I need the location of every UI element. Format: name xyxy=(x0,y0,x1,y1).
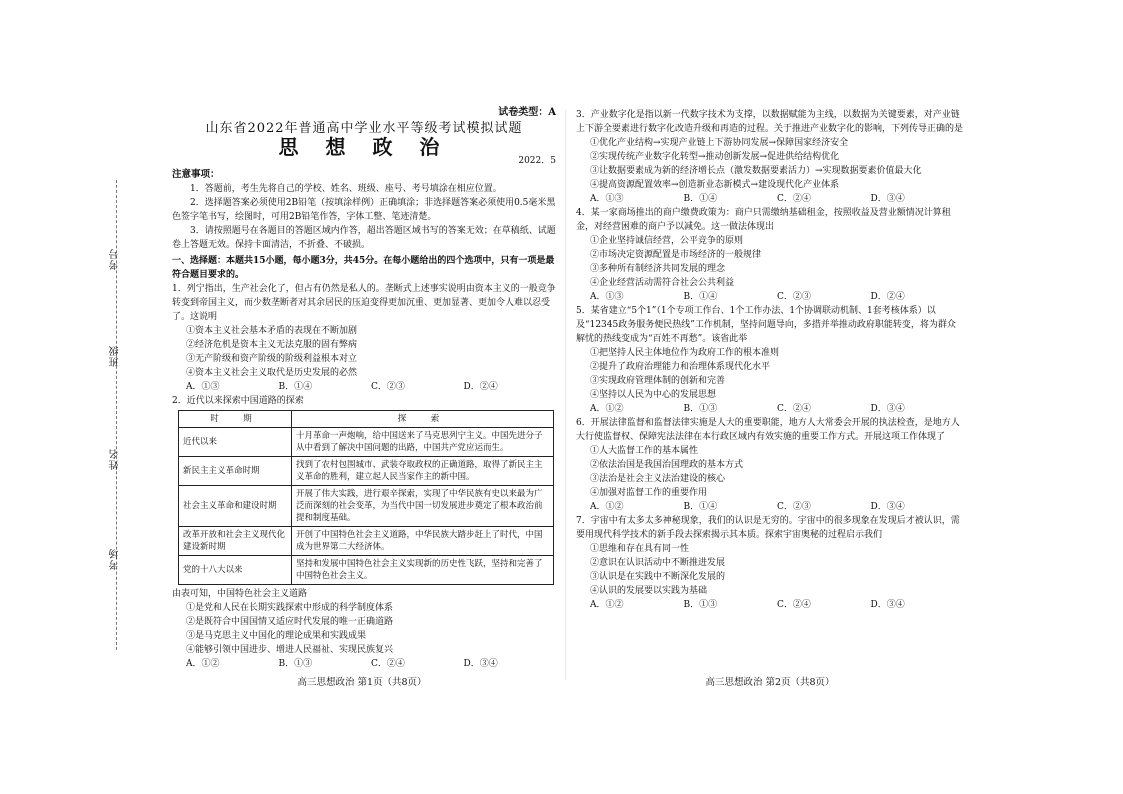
answer-choices xyxy=(590,402,964,416)
question-option: ②是既符合中国国情又适应时代发展的唯一正确道路 xyxy=(186,617,394,627)
choice-d: D．③④ xyxy=(463,659,498,669)
table-cell: 开展了伟大实践，进行艰辛探索，实现了中华民族有史以来最为广泛而深刻的社会变革，为当代中国一切发展进步奠定了根本政治前提和制度基础。 xyxy=(292,486,554,527)
table-row xyxy=(179,428,554,457)
question-block xyxy=(576,416,964,514)
answer-choices xyxy=(590,500,964,514)
question-option: ③法治是社会主义法治建设的核心 xyxy=(590,474,726,484)
question-option: ④企业经营活动需符合社会公共利益 xyxy=(590,278,735,288)
choice-c: C．②④ xyxy=(777,600,811,610)
notes-heading: 注意事项： xyxy=(172,169,220,180)
table-header: 探 索 xyxy=(292,411,554,428)
table-cell: 坚持和发展中国特色社会主义实现新的历史性飞跃，坚持和完善了中国特色社会主义。 xyxy=(292,556,554,585)
question-option: ①人大监督工作的基本属性 xyxy=(590,446,699,456)
question-stem: 6．开展法律监督和监督法律实施是人大的重要职能，地方人大常委会开展的执法检查，是地方人大行使监督权、保障宪法法律在本行政区域内有效实施的重要工作方式。开展这项工作体现了 xyxy=(576,418,960,442)
table-row xyxy=(179,556,554,585)
question-option: ③无产阶级和资产阶级的阶级利益根本对立 xyxy=(186,354,358,364)
choice-b: B．①④ xyxy=(683,194,718,204)
note-item: 2．选择题答案必须使用2B铅笔（按填涂样例）正确填涂；非选择题答案必须使用0.5毫米黑色签字笔书写，绘图时，可用2B铅笔作答，字体工整、笔迹清楚。 xyxy=(172,198,556,222)
question-option: ①企业坚持诚信经营，公平竞争的原则 xyxy=(590,236,744,246)
choice-b: B．①③ xyxy=(683,600,718,610)
choice-b: B．①④ xyxy=(683,502,718,512)
question-option: ①是党和人民在长期实践探索中形成的科学制度体系 xyxy=(186,603,394,613)
question-option: ①把坚持人民主体地位作为政府工作的根本准则 xyxy=(590,348,780,358)
choice-c: C．②③ xyxy=(777,292,811,302)
table-cell: 近代以来 xyxy=(179,428,292,457)
page-footer-left: 高三思想政治 第1页（共8页） xyxy=(297,677,427,688)
answer-choices xyxy=(590,290,964,304)
binding-label-room: 考场 xyxy=(110,548,121,570)
answer-choices xyxy=(186,657,556,671)
question-stem: 7．宇宙中有太多太多神秘现象，我们的认识是无穷的。宇宙中的很多现象在发现后才被认识，需要用现代科学技术的新手段去探索揭示其本质。探索宇宙奥秘的过程启示我们 xyxy=(576,516,960,540)
question-block xyxy=(576,206,964,304)
choice-b: B．①④ xyxy=(683,292,718,302)
answer-choices xyxy=(590,598,964,612)
choice-d: D．②④ xyxy=(463,382,498,392)
question-option: ①优化产业结构→实现产业链上下游协同发展→保障国家经济安全 xyxy=(590,138,849,148)
choice-d: D．③④ xyxy=(870,404,905,414)
paper-type: 试卷类型：A xyxy=(498,107,556,118)
table-row xyxy=(179,527,554,556)
choice-c: C．②④ xyxy=(371,659,405,669)
choice-a: A．①③ xyxy=(590,194,624,204)
table-cell: 党的十八大以来 xyxy=(179,556,292,585)
question-option: ②提升了政府治理能力和治理体系现代化水平 xyxy=(590,362,771,372)
question-option: ④能够引领中国进步、增进人民福祉、实现民族复兴 xyxy=(186,645,394,655)
question-stem: 5．某省建立“5个1”（1个专项工作台、1个工作办法、1个协调联动机制、1套考核体系）以及“12345政务服务便民热线”工作机制，坚持问题导向，多措并举推动政府职能转变，将为群众解忧的热线变成为“百姓不再愁”。该省此举 xyxy=(576,306,956,344)
table-cell: 改革开放和社会主义现代化建设新时期 xyxy=(179,527,292,556)
table-row xyxy=(179,457,554,486)
choice-a: A．①③ xyxy=(186,382,220,392)
question-option: ④坚持以人民为中心的发展思想 xyxy=(590,390,717,400)
question-option: ③是马克思主义中国化的理论成果和实践成果 xyxy=(186,631,367,641)
question-block xyxy=(576,304,964,416)
note-item: 1．答题前，考生先将自己的学校、姓名、班级、座号、考号填涂在相应位置。 xyxy=(190,184,502,194)
page-fold-divider xyxy=(565,110,566,680)
question-stem: 1．列宁指出，生产社会化了，但占有仍然是私人的。垄断式上述事实说明由资本主义的一般竞争转变到帝国主义，而少数垄断者对其余居民的压迫变得更加沉重、更加显著、更加令人难以忍受了。这说明 xyxy=(172,284,556,322)
section-heading: 一、选择题：本题共15小题，每小题3分，共45分。在每小题给出的四个选项中，只有一项是最符合题目要求的。 xyxy=(172,256,555,280)
choice-a: A．①③ xyxy=(590,292,624,302)
question-option: ②市场决定资源配置是市场经济的一般规律 xyxy=(590,250,762,260)
question-option: ④提高资源配置效率→创造新业态新模式→建设现代化产业体系 xyxy=(590,180,840,190)
table-cell: 十月革命一声炮响，给中国送来了马克思列宁主义。中国先进分子从中看到了解决中国问题的出路，中国共产党应运而生。 xyxy=(292,428,554,457)
table-cell: 开创了中国特色社会主义道路，中华民族大踏步赶上了时代，中国成为世界第二大经济体。 xyxy=(292,527,554,556)
table-header-row xyxy=(179,411,554,428)
question-option: ③实现政府管理体制的创新和完善 xyxy=(590,376,726,386)
choice-c: C．②④ xyxy=(777,194,811,204)
question-stem: 3．产业数字化是指以新一代数字技术为支撑，以数据赋能为主线，以数据为关键要素，对产业链上下游全要素进行数字化改造升级和再造的过程。关于推进产业数字化的影响，下列传导正确的是 xyxy=(576,110,964,134)
question-option: ③让数据要素成为新的经济增长点（激发数据要素活力）→实现数据要素价值最大化 xyxy=(590,166,922,176)
question-block xyxy=(576,514,964,612)
note-item: 3．请按照题号在各题目的答题区域内作答，超出答题区域书写的答案无效；在草稿纸、试题卷上答题无效。保持卡面清洁，不折叠、不破损。 xyxy=(172,226,556,250)
binding-label-exam-no: 考号 xyxy=(110,248,121,270)
question-option: ③多种所有制经济共同发展的理念 xyxy=(590,264,726,274)
choice-d: D．③④ xyxy=(870,194,905,204)
table-header: 时 期 xyxy=(179,411,292,428)
question-option: ③认识是在实践中不断深化发展的 xyxy=(590,572,726,582)
answer-choices xyxy=(186,380,556,394)
choice-d: D．②④ xyxy=(870,292,905,302)
choice-b: B．①③ xyxy=(278,659,313,669)
question-option: ②经济危机是资本主义无法克服的固有弊病 xyxy=(186,340,358,350)
question-followup: 由表可知，中国特色社会主义道路 xyxy=(172,589,308,599)
binding-label-name: 姓名 xyxy=(110,448,121,470)
choice-d: D．③④ xyxy=(870,502,905,512)
choice-a: A．①② xyxy=(590,600,624,610)
question-option: ②意识在认识活动中不断推进发展 xyxy=(590,558,726,568)
choice-c: C．②④ xyxy=(777,404,811,414)
exam-date: 2022．5 xyxy=(518,156,556,166)
question-option: ④资本主义社会主义取代是历史发展的必然 xyxy=(186,368,358,378)
table-row xyxy=(179,486,554,527)
choice-c: C．②③ xyxy=(777,502,811,512)
choice-a: A．①② xyxy=(186,659,220,669)
answer-choices xyxy=(590,192,964,206)
choice-d: D．③④ xyxy=(870,600,905,610)
question-option: ②依法治国是我国治国理政的基本方式 xyxy=(590,460,744,470)
table-cell: 社会主义革命和建设时期 xyxy=(179,486,292,527)
question-block xyxy=(576,108,964,206)
binding-label-class: 班级 xyxy=(110,345,121,367)
page-footer-right: 高三思想政治 第2页（共8页） xyxy=(705,677,835,688)
page-right xyxy=(576,108,964,698)
page-left xyxy=(172,100,556,690)
subject-title: 思 想 政 治 xyxy=(278,135,450,159)
question-stem: 4．某一家商场推出的商户缴费政策为：商户只需缴纳基础租金，按照收益及营业额情况计算租金，对经营困难的商户予以减免。这一做法体现出 xyxy=(576,208,951,232)
question-option: ④认识的发展要以实践为基础 xyxy=(590,586,708,596)
exam-title: 山东省2022年普通高中学业水平等级考试模拟试题 xyxy=(205,121,523,136)
choice-a: A．①② xyxy=(590,502,624,512)
choice-b: B．①④ xyxy=(278,382,313,392)
table-cell: 新民主主义革命时期 xyxy=(179,457,292,486)
choice-a: A．①② xyxy=(590,404,624,414)
q2-table xyxy=(178,410,554,585)
table-cell: 找到了农村包围城市、武装夺取政权的正确道路，取得了新民主主义革命的胜利，建立起人民当家作主的新中国。 xyxy=(292,457,554,486)
choice-c: C．②③ xyxy=(371,382,405,392)
question-option: ①资本主义社会基本矛盾的表现在不断加剧 xyxy=(186,326,358,336)
question-option: ①思维和存在具有同一性 xyxy=(590,544,690,554)
question-option: ②实现传统产业数字化转型→推动创新发展→促进供给结构优化 xyxy=(590,152,840,162)
question-option: ④加强对监督工作的重要作用 xyxy=(590,488,708,498)
choice-b: B．①③ xyxy=(683,404,718,414)
question-stem: 2．近代以来探索中国道路的探索 xyxy=(172,396,304,406)
